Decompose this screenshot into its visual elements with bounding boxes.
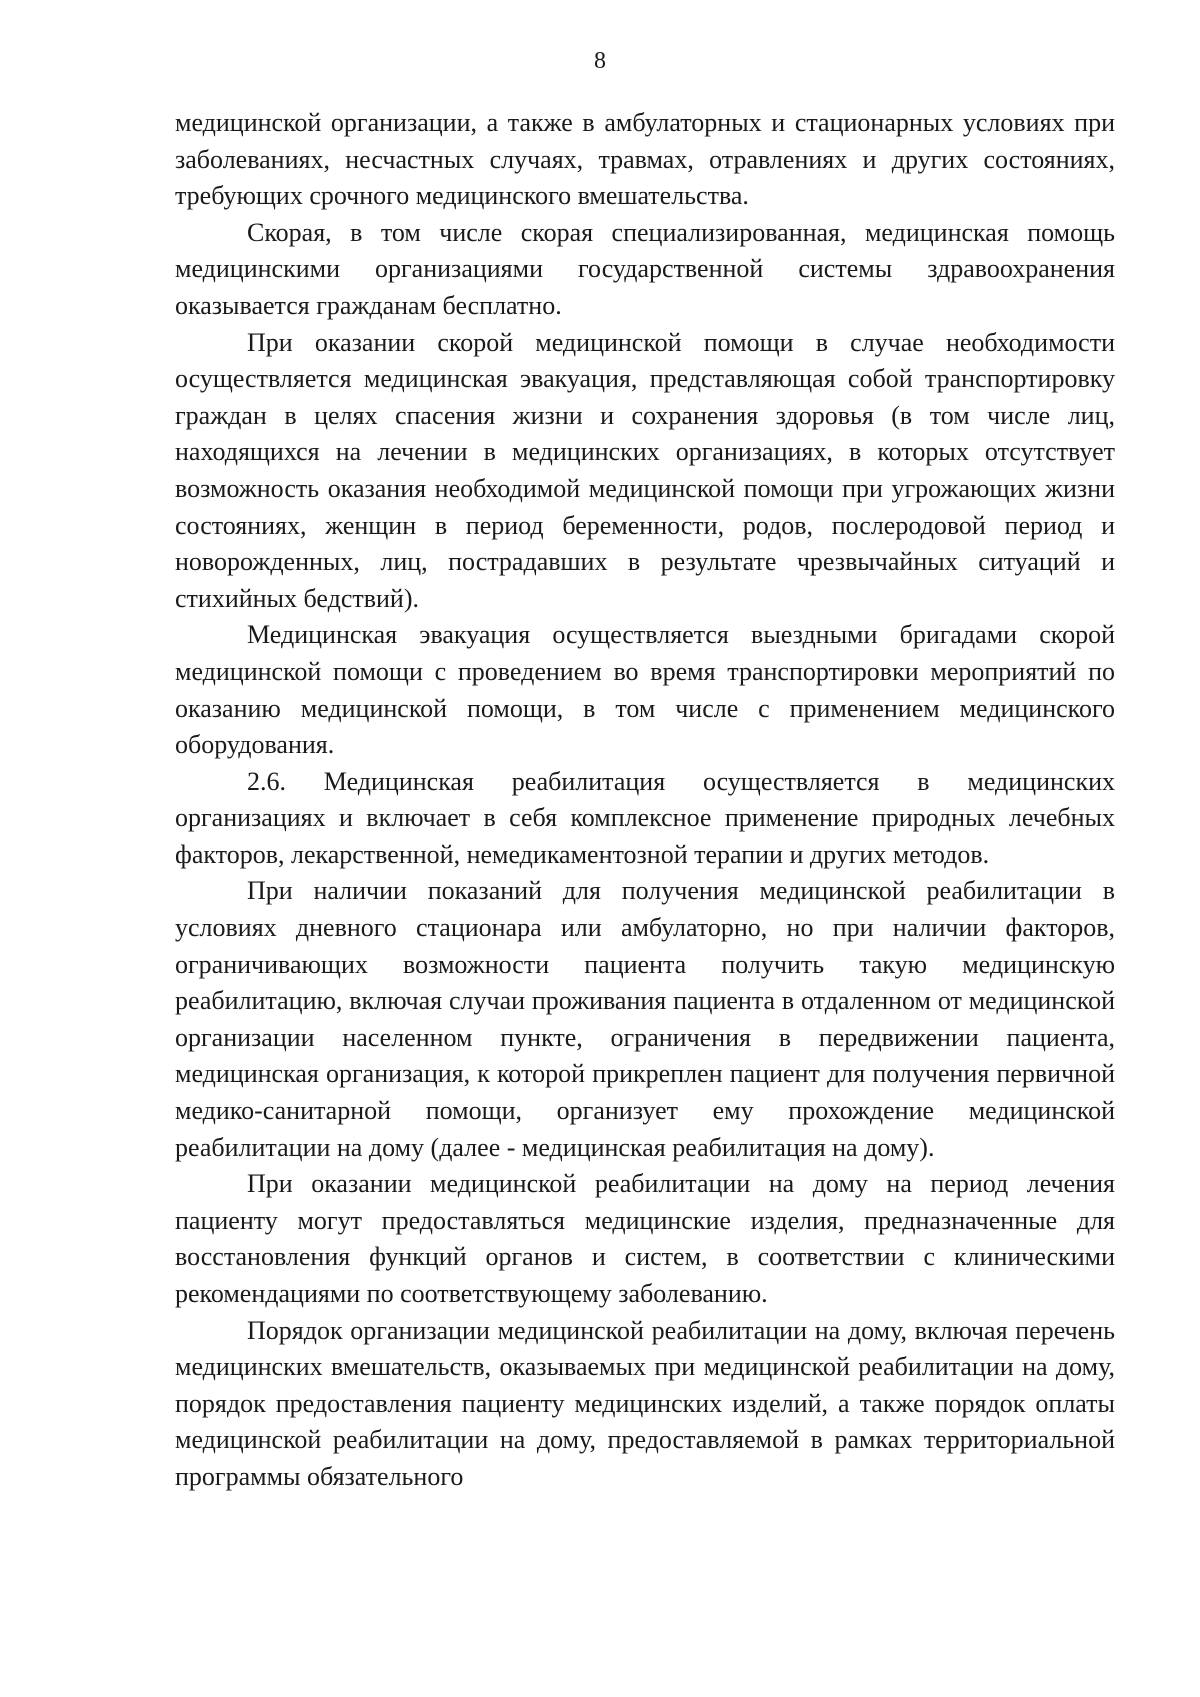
- paragraph-evacuation-teams: Медицинская эвакуация осуществляется выездными бригадами скорой медицинской помощи с проведением во время транспортировки мероприятий по оказанию медицинской помощи, в том числе с применением медицинского оборудования.: [175, 620, 1115, 760]
- paragraph-home-rehabilitation: При наличии показаний для получения медицинской реабилитации в условиях дневного стационара или амбулаторно, но при наличии факторов, ограничивающих возможности пациента получить такую медицинскую реабилитацию, включая случаи проживания пациента в отдаленном от медицинской организации населенном пункте, ограничения в передвижении пациента, медицинская организация, к которой прикреплен пациент для получения первичной медико-санитарной помощи, организует ему прохождение медицинской реабилитации на дому (далее - медицинская реабилитация на дому).: [175, 876, 1115, 1162]
- paragraph-medical-evacuation-definition: При оказании скорой медицинской помощи в случае необходимости осуществляется медицинская эвакуация, представляющая собой транспортировку граждан в целях спасения жизни и сохранения здоровья (в том числе лиц, находящихся на лечении в медицинских организациях, в которых отсутствует возможность оказания необходимой медицинской помощи при угрожающих жизни состояниях, женщин в период беременности, родов, послеродовой период и новорожденных, лиц, пострадавших в результате чрезвычайных ситуаций и стихийных бедствий).: [175, 327, 1115, 613]
- page-number: 8: [594, 48, 606, 74]
- paragraph-emergency-care-free: Скорая, в том числе скорая специализированная, медицинская помощь медицинскими организациями государственной системы здравоохранения оказывается гражданам бесплатно.: [175, 217, 1115, 320]
- paragraph-section-2-6: 2.6. Медицинская реабилитация осуществляется в медицинских организациях и включает в себя комплексное применение природных лечебных факторов, лекарственной, немедикаментозной терапии и других методов.: [175, 766, 1115, 869]
- paragraph-continuation: медицинской организации, а также в амбулаторных и стационарных условиях при заболеваниях, несчастных случаях, травмах, отравлениях и других состояниях, требующих срочного медицинского вмешательства.: [175, 108, 1115, 211]
- document-body: [175, 105, 1115, 1496]
- paragraph-rehabilitation-procedure: Порядок организации медицинской реабилитации на дому, включая перечень медицинских вмешательств, оказываемых при медицинской реабилитации на дому, порядок предоставления пациенту медицинских изделий, а также порядок оплаты медицинской реабилитации на дому, предоставляемой в рамках территориальной программы обязательного: [175, 1315, 1115, 1491]
- paragraph-medical-devices: При оказании медицинской реабилитации на дому на период лечения пациенту могут предоставляться медицинские изделия, предназначенные для восстановления функций органов и систем, в соответствии с клиническими рекомендациями по соответствующему заболеванию.: [175, 1169, 1115, 1308]
